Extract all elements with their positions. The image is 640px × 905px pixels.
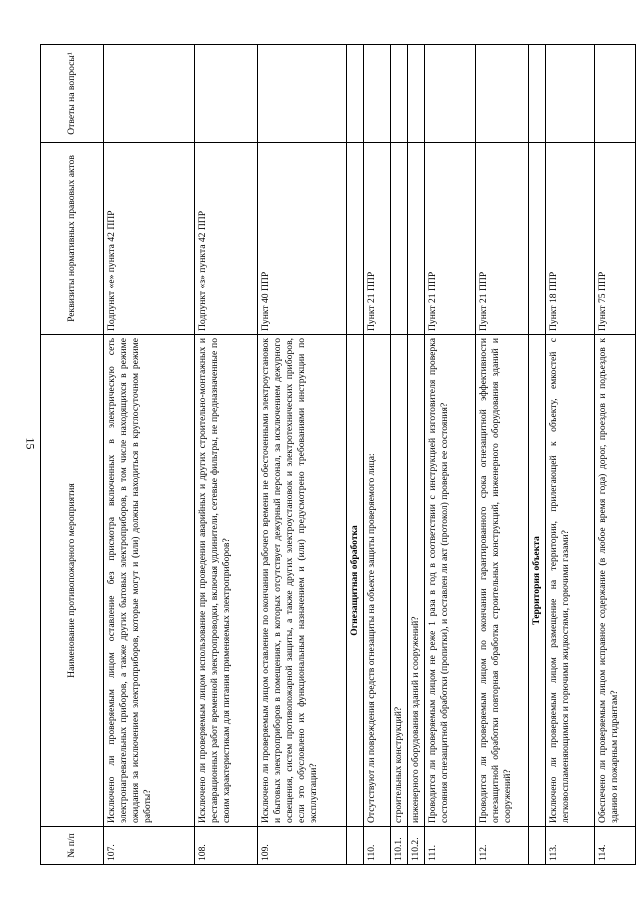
table-row: [104, 45, 195, 865]
row-requisites: Пункт 21 ППР: [424, 143, 475, 335]
row-requisites: Подпункт «з» пункта 42 ППР: [195, 143, 258, 335]
row-number: 114.: [594, 827, 635, 865]
row-number: 110.1.: [390, 827, 407, 865]
table-row: [545, 45, 594, 865]
table-row: [424, 45, 475, 865]
answer-cell[interactable]: [195, 45, 258, 143]
table-row: [390, 45, 407, 865]
answer-cell[interactable]: [545, 45, 594, 143]
section-row: [347, 45, 364, 865]
row-text: Обеспечено ли проверяемым лицом исправное содержание (в любое время года) дорог, проездов и подъездов к зданию и пожарным гидрантам?: [594, 335, 635, 827]
row-requisites: Пункт 18 ППР: [545, 143, 594, 335]
row-number: 108.: [195, 827, 258, 865]
section-title-fire-protection: Огнезащитная обработка: [347, 335, 364, 827]
section-title-territory: Территория объекта: [528, 335, 545, 827]
row-text: Отсутствуют ли повреждения средств огнезащиты на объекте защиты проверяемого лица:: [363, 335, 390, 827]
checklist-table: [40, 44, 636, 865]
header-requisites: Реквизиты нормативных правовых актов: [41, 143, 104, 335]
row-text: Исключено ли проверяемым лицом использование при проведении аварийных и других строительно-монтажных и реставрационных работ временной электропроводки, включая удлинители, сетевые фильтры, не предназначенные по своим характеристикам для питания применяемых электроприборов?: [195, 335, 258, 827]
answer-cell[interactable]: [258, 45, 347, 143]
row-text: Проводится ли проверяемым лицом не реже 1 раза в год в соответствии с инструкцией изготовителя проверка состояния огнезащитной обработки (пропитки), и составлен ли акт (протокол) проверки ее состояния?: [424, 335, 475, 827]
answer-cell[interactable]: [407, 45, 424, 143]
row-number: 111.: [424, 827, 475, 865]
header-name: Наименование противопожарного мероприятия: [41, 335, 104, 827]
table-row: [594, 45, 635, 865]
answer-cell[interactable]: [424, 45, 475, 143]
answer-cell[interactable]: [475, 45, 528, 143]
row-text: Исключено ли проверяемым лицом оставление по окончании рабочего времени не обесточенными электроустановок и бытовых электроприборов в помещениях, в которых отсутствует дежурный персонал, за исключением дежурного освещения, систем противопожарной защиты, а также других электроустановок и электротехнических приборов, если это обусловлено их функциональным назначением и (или) предусмотрено требованиями инструкции по эксплуатации?: [258, 335, 347, 827]
row-number: 109.: [258, 827, 347, 865]
row-text: Проводится ли проверяемым лицом по окончании гарантированного срока огнезащитной эффективности огнезащитной обработки повторная обработка строительных конструкций, инженерного оборудования зданий и сооружений?: [475, 335, 528, 827]
section-row: [528, 45, 545, 865]
row-text: инженерного оборудования зданий и сооружений?: [407, 335, 424, 827]
header-num: № п/п: [41, 827, 104, 865]
row-text: строительных конструкций?: [390, 335, 407, 827]
row-number: 112.: [475, 827, 528, 865]
row-requisites: Пункт 75 ППР: [594, 143, 635, 335]
table-row: [407, 45, 424, 865]
table-row: [475, 45, 528, 865]
row-requisites: Пункт 21 ППР: [363, 143, 390, 335]
table-row: [258, 45, 347, 865]
table-header-row: [41, 45, 104, 865]
row-requisites: Пункт 40 ППР: [258, 143, 347, 335]
row-text: Исключено ли проверяемым лицом оставление без присмотра включенных в электрическую сеть электронагревательных приборов, а также других бытовых электроприборов, в том числе находящихся в режиме ожидания за исключением электроприборов, которые могут и (или) должны находиться в круглосуточном режиме работы?: [104, 335, 195, 827]
header-answers: Ответы на вопросы¹: [41, 45, 104, 143]
row-number: 110.2.: [407, 827, 424, 865]
row-text: Исключено ли проверяемым лицом размещение на территории, прилегающей к объекту, емкостей с легковоспламеняющимися и горючими жидкостями, горючими газами?: [545, 335, 594, 827]
answer-cell[interactable]: [363, 45, 390, 143]
answer-cell[interactable]: [104, 45, 195, 143]
table-row: [363, 45, 390, 865]
row-number: 107.: [104, 827, 195, 865]
answer-cell[interactable]: [390, 45, 407, 143]
row-number: 113.: [545, 827, 594, 865]
table-row: [195, 45, 258, 865]
rotated-table-wrapper: [40, 45, 636, 865]
row-requisites: Подпункт «е» пункта 42 ППР: [104, 143, 195, 335]
row-number: 110.: [363, 827, 390, 865]
page-number: 15: [23, 437, 38, 450]
answer-cell[interactable]: [594, 45, 635, 143]
row-requisites: Пункт 21 ППР: [475, 143, 528, 335]
